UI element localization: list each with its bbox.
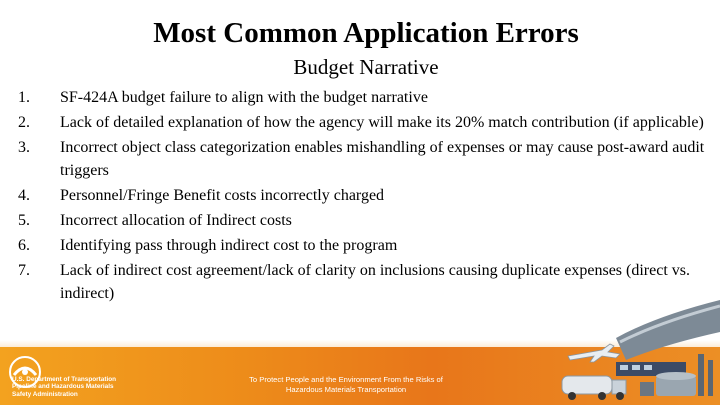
item-number: 6. [18,237,30,254]
agency-line: Safety Administration [12,390,78,398]
item-number: 5. [18,212,30,229]
tagline-line: Hazardous Materials Transportation [285,385,407,394]
agency-line: Pipeline and Hazardous Materials [12,383,114,391]
item-text: Incorrect object class categorization enables mishandling of expenses or may cause post-award audit triggers [60,139,705,179]
list-item [18,209,708,232]
errors-list [18,86,708,307]
item-text: Incorrect allocation of Indirect costs [60,212,292,229]
item-text: Lack of detailed explanation of how the agency will make its 20% match contribution (if applicable) [60,114,704,131]
agency-line: U.S. Department of Transportation [12,376,117,383]
item-number: 2. [18,114,30,131]
item-number: 3. [18,139,30,156]
item-text: Identifying pass through indirect cost to the program [60,237,398,254]
slide-subtitle: Budget Narrative [293,55,439,79]
item-number: 1. [18,89,30,106]
list-item [18,234,708,257]
tagline-line: To Protect People and the Environment From the Risks of [249,375,443,384]
list-item [18,111,708,134]
list-item [18,86,708,109]
list-item [18,136,708,182]
item-number: 7. [18,262,30,279]
item-text: Personnel/Fringe Benefit costs incorrectly charged [60,187,385,204]
item-text: Lack of indirect cost agreement/lack of clarity on inclusions causing duplicate expenses (direct vs. indirect) [60,262,690,302]
item-number: 4. [18,187,30,204]
list-item [18,184,708,207]
agency-name [12,376,116,398]
slide-title: Most Common Application Errors [153,17,579,49]
item-text: SF-424A budget failure to align with the budget narrative [60,89,428,106]
transportation-collage-graphic [556,298,720,405]
footer-tagline [216,375,476,395]
